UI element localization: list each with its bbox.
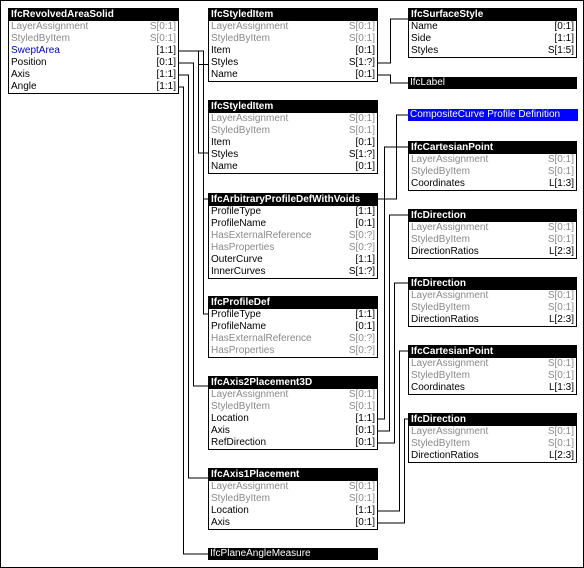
attribute-row[interactable]	[409, 314, 576, 326]
attribute-row[interactable]	[209, 481, 377, 493]
attribute-row[interactable]	[209, 389, 377, 401]
attribute-row[interactable]	[209, 505, 377, 517]
attribute-row[interactable]	[409, 21, 576, 33]
attr-cardinality: [0:1]	[355, 437, 375, 448]
attr-name: Side	[411, 33, 432, 44]
entity-ifc-cartesian-point[interactable]	[408, 345, 577, 395]
attribute-row[interactable]	[209, 425, 377, 437]
entity-ifc-direction[interactable]	[408, 209, 577, 259]
attr-name: StyledByItem	[411, 234, 470, 245]
attr-cardinality: L[2:3]	[548, 246, 574, 257]
attribute-row[interactable]	[409, 290, 576, 302]
attribute-row[interactable]	[409, 358, 576, 370]
entity-ifc-direction[interactable]	[408, 277, 577, 327]
attr-name: StyledByItem	[411, 438, 470, 449]
attr-cardinality: [1:1]	[355, 413, 375, 424]
attr-cardinality: [0:1]	[355, 161, 375, 172]
attribute-row[interactable]	[209, 125, 377, 137]
attr-name: LayerAssignment	[211, 481, 289, 492]
attr-cardinality: [0:1]	[355, 45, 375, 56]
attr-name: InnerCurves	[211, 266, 266, 277]
attribute-row[interactable]	[409, 33, 576, 45]
attr-cardinality: [1:1]	[355, 254, 375, 265]
attribute-row[interactable]	[409, 246, 576, 258]
attr-cardinality: S[0:1]	[547, 154, 574, 165]
attribute-row[interactable]	[9, 69, 178, 81]
entity-title: IfcProfileDef	[209, 297, 377, 309]
attr-name: StyledByItem	[411, 302, 470, 313]
attribute-row[interactable]	[209, 493, 377, 505]
attr-cardinality: L[2:3]	[548, 314, 574, 325]
entity-ifc-styled-item[interactable]	[208, 100, 378, 174]
entity-ifc-axis2-placement-3d[interactable]	[208, 376, 378, 450]
attr-name: RefDirection	[211, 437, 267, 448]
attribute-row[interactable]	[209, 45, 377, 57]
attr-name: Axis	[211, 425, 230, 436]
attribute-row[interactable]	[209, 113, 377, 125]
entity-ifc-axis1-placement[interactable]	[208, 468, 378, 530]
attribute-row[interactable]	[209, 161, 377, 173]
attr-cardinality: L[1:3]	[548, 382, 574, 393]
attr-name: Name	[211, 161, 238, 172]
attribute-row[interactable]	[209, 345, 377, 357]
attr-name: LayerAssignment	[411, 426, 489, 437]
attr-cardinality: S[0:1]	[547, 290, 574, 301]
attribute-row[interactable]	[409, 154, 576, 166]
attribute-row[interactable]	[409, 370, 576, 382]
attr-name: Styles	[211, 149, 239, 160]
attr-name: LayerAssignment	[211, 113, 289, 124]
attr-cardinality: S[1:5]	[547, 45, 574, 56]
attr-cardinality: S[0:1]	[547, 426, 574, 437]
attr-cardinality: S[0:1]	[348, 113, 375, 124]
entity-title: IfcSurfaceStyle	[409, 9, 576, 21]
attribute-row[interactable]	[209, 33, 377, 45]
attr-cardinality: S[0:1]	[547, 166, 574, 177]
attr-name: Position	[11, 57, 47, 68]
attr-name: StyledByItem	[411, 166, 470, 177]
attribute-row[interactable]	[209, 206, 377, 218]
attribute-row[interactable]	[9, 21, 178, 33]
attr-cardinality: S[0:1]	[348, 125, 375, 136]
attribute-row[interactable]	[209, 309, 377, 321]
attr-name: LayerAssignment	[211, 21, 289, 32]
attribute-row[interactable]	[9, 57, 178, 69]
attr-cardinality: [1:1]	[355, 206, 375, 217]
attr-cardinality: L[2:3]	[548, 450, 574, 461]
attr-cardinality: S[0:1]	[149, 33, 176, 44]
attr-cardinality: S[0:?]	[348, 333, 375, 344]
attribute-row[interactable]	[209, 230, 377, 242]
attr-name: HasExternalReference	[211, 230, 312, 241]
attr-name: Axis	[211, 517, 230, 528]
attr-name: ProfileName	[211, 218, 267, 229]
attr-name: StyledByItem	[411, 370, 470, 381]
attribute-row[interactable]	[409, 166, 576, 178]
entity-title: IfcCartesianPoint	[409, 346, 576, 358]
entity-title: IfcDirection	[409, 210, 576, 222]
attr-name: OuterCurve	[211, 254, 263, 265]
attr-name: LayerAssignment	[11, 21, 89, 32]
attribute-row[interactable]	[209, 69, 377, 81]
attr-name: LayerAssignment	[411, 154, 489, 165]
attr-cardinality: S[0:1]	[348, 33, 375, 44]
entity-ifc-revolved-area-solid[interactable]	[8, 8, 179, 94]
attr-name: Name	[211, 69, 238, 80]
attr-name: DirectionRatios	[411, 314, 479, 325]
entity-title: IfcStyledItem	[209, 9, 377, 21]
attr-cardinality: L[1:3]	[548, 178, 574, 189]
attr-cardinality: S[0:1]	[348, 481, 375, 492]
attr-name: HasProperties	[211, 242, 275, 253]
entity-title: IfcArbitraryProfileDefWithVoids	[209, 194, 377, 206]
entity-title: IfcRevolvedAreaSolid	[9, 9, 178, 21]
entity-ifc-cartesian-point[interactable]	[408, 141, 577, 191]
attribute-row[interactable]	[209, 242, 377, 254]
attr-name: StyledByItem	[211, 125, 270, 136]
attr-cardinality: S[0:?]	[348, 345, 375, 356]
attribute-row[interactable]	[409, 222, 576, 234]
attr-cardinality: S[0:?]	[348, 242, 375, 253]
attribute-row[interactable]	[9, 81, 178, 93]
attr-name: Angle	[11, 81, 37, 92]
attr-name: StyledByItem	[211, 401, 270, 412]
attr-name: ProfileType	[211, 309, 262, 320]
entity-ifc-arbitrary-profile-def-with-voids[interactable]	[208, 193, 378, 279]
attr-name: ProfileName	[211, 321, 267, 332]
attr-cardinality: [0:1]	[355, 425, 375, 436]
attr-cardinality: S[0:1]	[547, 222, 574, 233]
attribute-row[interactable]	[409, 45, 576, 57]
attr-name: DirectionRatios	[411, 450, 479, 461]
entity-title: IfcAxis1Placement	[209, 469, 377, 481]
attr-cardinality: S[0:1]	[348, 21, 375, 32]
entity-title: IfcStyledItem	[209, 101, 377, 113]
entity-ifc-styled-item[interactable]	[208, 8, 378, 82]
attr-cardinality: S[0:?]	[348, 230, 375, 241]
attribute-row[interactable]	[209, 149, 377, 161]
attribute-row[interactable]	[209, 413, 377, 425]
attribute-row[interactable]	[209, 21, 377, 33]
attr-cardinality: S[0:1]	[547, 370, 574, 381]
attribute-row[interactable]	[209, 517, 377, 529]
attr-cardinality: S[0:1]	[149, 21, 176, 32]
attr-name: Location	[211, 413, 249, 424]
attr-name: Axis	[11, 69, 30, 80]
attribute-row[interactable]	[9, 45, 178, 57]
attr-cardinality: [0:1]	[156, 57, 176, 68]
attr-cardinality: [0:1]	[355, 137, 375, 148]
attr-name: Styles	[411, 45, 439, 56]
attr-cardinality: [0:1]	[355, 218, 375, 229]
attr-name: Styles	[211, 57, 239, 68]
attr-name: HasProperties	[211, 345, 275, 356]
attr-name: LayerAssignment	[211, 389, 289, 400]
attr-cardinality: S[1:?]	[348, 57, 375, 68]
attr-cardinality: S[0:1]	[547, 438, 574, 449]
attr-name: Item	[211, 137, 231, 148]
attr-name: SweptArea	[11, 45, 60, 56]
entity-ifc-direction[interactable]	[408, 413, 577, 463]
attribute-row[interactable]	[209, 254, 377, 266]
attr-name: LayerAssignment	[411, 222, 489, 233]
attribute-row[interactable]	[409, 450, 576, 462]
entity-title: IfcDirection	[409, 414, 576, 426]
attr-cardinality: S[0:1]	[547, 234, 574, 245]
attr-name: StyledByItem	[11, 33, 70, 44]
attr-cardinality: [1:1]	[156, 69, 176, 80]
attr-cardinality: [1:1]	[156, 45, 176, 56]
attribute-row[interactable]	[209, 437, 377, 449]
attribute-row[interactable]	[409, 426, 576, 438]
attribute-row[interactable]	[209, 401, 377, 413]
attr-cardinality: [1:1]	[355, 309, 375, 320]
attribute-row[interactable]	[409, 178, 576, 190]
attribute-row[interactable]	[209, 266, 377, 278]
attr-cardinality: [1:1]	[156, 81, 176, 92]
entity-title: IfcCartesianPoint	[409, 142, 576, 154]
attr-name: StyledByItem	[211, 493, 270, 504]
attribute-row[interactable]	[409, 234, 576, 246]
ref-ifc-plane-angle-measure[interactable]: IfcPlaneAngleMeasure	[208, 548, 378, 560]
attr-cardinality: [0:1]	[355, 517, 375, 528]
attribute-row[interactable]	[209, 57, 377, 69]
attribute-row[interactable]	[209, 137, 377, 149]
attr-name: StyledByItem	[211, 33, 270, 44]
attr-cardinality: S[1:?]	[348, 266, 375, 277]
attr-name: ProfileType	[211, 206, 262, 217]
attr-cardinality: S[1:?]	[348, 149, 375, 160]
attr-name: HasExternalReference	[211, 333, 312, 344]
attr-name: LayerAssignment	[411, 290, 489, 301]
attribute-row[interactable]	[209, 321, 377, 333]
attr-name: Coordinates	[411, 178, 465, 189]
attr-name: LayerAssignment	[411, 358, 489, 369]
attr-name: Coordinates	[411, 382, 465, 393]
attr-cardinality: [0:1]	[355, 321, 375, 332]
attr-name: Name	[411, 21, 438, 32]
attr-cardinality: S[0:1]	[547, 302, 574, 313]
attribute-row[interactable]	[209, 218, 377, 230]
attr-cardinality: [0:1]	[554, 21, 574, 32]
attribute-row[interactable]	[409, 438, 576, 450]
entity-ifc-surface-style[interactable]	[408, 8, 577, 58]
entity-ifc-profile-def[interactable]	[208, 296, 378, 358]
attr-cardinality: S[0:1]	[547, 358, 574, 369]
entity-title: IfcDirection	[409, 278, 576, 290]
attribute-row[interactable]	[409, 382, 576, 394]
attribute-row[interactable]	[409, 302, 576, 314]
attribute-row[interactable]	[9, 33, 178, 45]
attr-cardinality: S[0:1]	[348, 401, 375, 412]
attr-name: Item	[211, 45, 231, 56]
attr-cardinality: S[0:1]	[348, 493, 375, 504]
attr-cardinality: S[0:1]	[348, 389, 375, 400]
attr-cardinality: [1:1]	[355, 505, 375, 516]
attribute-row[interactable]	[209, 333, 377, 345]
attr-name: Location	[211, 505, 249, 516]
attr-cardinality: [1:1]	[554, 33, 574, 44]
attr-cardinality: [0:1]	[355, 69, 375, 80]
ref-composite-curve-profile-definition[interactable]: CompositeCurve Profile Definition	[408, 109, 578, 121]
entity-title: IfcAxis2Placement3D	[209, 377, 377, 389]
attr-name: DirectionRatios	[411, 246, 479, 257]
ref-ifc-label[interactable]: IfcLabel	[408, 77, 577, 89]
